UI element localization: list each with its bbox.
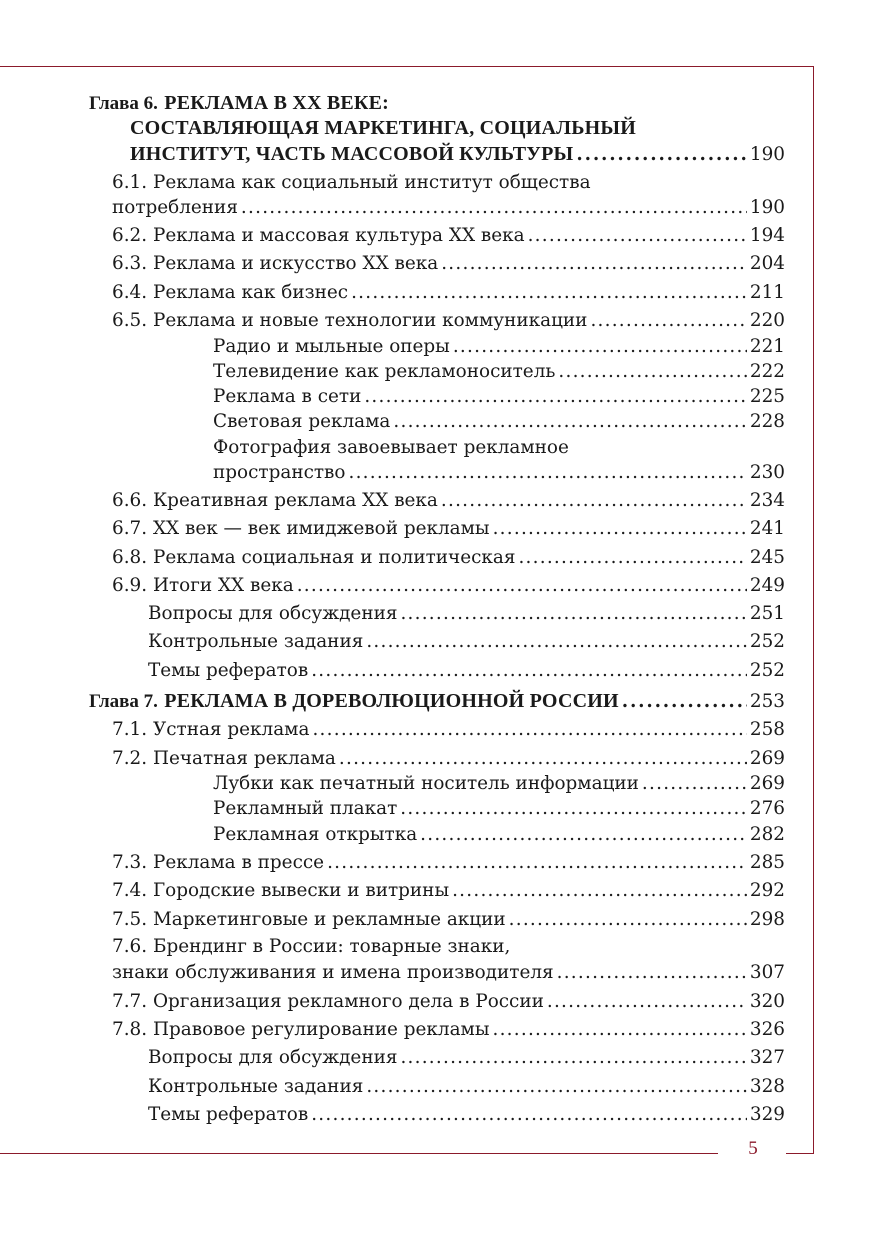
chapter-6-page: 190 [749,144,785,165]
toc-subentry-photo-line2[interactable] [213,460,785,486]
dot-leader [518,545,746,571]
toc-entry-label: Вопросы для обсуждения [148,1047,398,1068]
toc-subentry-poster[interactable] [213,796,785,822]
dot-leader [557,960,747,986]
toc-subentry-photo-line1[interactable] [213,435,785,461]
toc-entry-label: Лубки как печатный носитель информации [213,773,639,794]
dot-leader [393,409,747,435]
toc-entry-label: 6.1. Реклама как социальный институт общества [112,172,591,193]
toc-subentry-light[interactable] [213,409,785,435]
chapter-7-page: 253 [749,691,785,712]
toc-entry-7-6-line1[interactable] [112,934,785,960]
toc-entry-page: 225 [749,386,785,407]
toc-entry-label: 6.8. Реклама социальная и политическая [112,547,516,568]
toc-entry-7-7[interactable] [112,989,785,1015]
toc-entry-page: 269 [749,773,785,794]
dot-leader [366,1074,747,1100]
toc-entry-page: 222 [749,361,785,382]
chapter-7-heading[interactable] [89,688,785,714]
toc-entry-page: 326 [749,1019,785,1040]
toc-entry-page: 276 [749,798,785,819]
toc-entry-7-6-line2[interactable] [112,960,785,986]
dot-leader [400,601,746,627]
toc-entry-7-5[interactable] [112,907,785,933]
dot-leader [528,223,747,249]
toc-entry-6-4[interactable] [112,280,785,306]
toc-entry-label: 7.2. Печатная реклама [112,748,336,769]
toc-entry-page: 292 [749,880,785,901]
toc-entry-label: пространство [213,462,346,483]
toc-entry-label: Контрольные задания [148,631,364,652]
toc-entry-label: Радио и мыльные оперы [213,336,450,357]
chapter-7-title: РЕКЛАМА В ДОРЕВОЛЮЦИОННОЙ РОССИИ [164,690,619,712]
toc-entry-label: 7.7. Организация рекламного дела в России [112,991,544,1012]
chapter-6-title-line1: РЕКЛАМА В XX ВЕКЕ: [164,92,390,114]
toc-entry-label: 7.1. Устная реклама [112,719,310,740]
dot-leader [348,460,746,486]
dot-leader [351,280,747,306]
dot-leader [642,771,747,797]
toc-entry-page: 190 [749,197,785,218]
toc-entry-page: 282 [749,824,785,845]
toc-entry-page: 329 [749,1104,785,1125]
toc-entry-6-3[interactable] [112,251,785,277]
dot-leader [311,1102,747,1128]
toc-entry-label: потребления [112,197,238,218]
toc-entry-label: 6.7. XX век — век имиджевой рекламы [112,518,490,539]
toc-entry-6-5[interactable] [112,308,785,334]
dot-leader [622,689,747,715]
toc-entry-page: 251 [749,603,785,624]
chapter-7-prefix: Глава 7. [89,691,158,712]
chapter-6-heading-line3[interactable] [130,141,785,167]
page-number: 5 [748,1138,758,1159]
toc-entry-6-6[interactable] [112,488,785,514]
toc-entry-7-3[interactable] [112,850,785,876]
dot-leader [509,907,747,933]
toc-entry-7-8[interactable] [112,1017,785,1043]
toc-entry-page: 221 [749,336,785,357]
toc-entry-label: Световая реклама [213,411,391,432]
toc-entry-6-8[interactable] [112,545,785,571]
dot-leader [493,516,747,542]
dot-leader [547,989,747,1015]
toc-subentry-tv[interactable] [213,359,785,385]
toc-entry-page: 241 [749,518,785,539]
toc-entry-page: 249 [749,575,785,596]
dot-leader [339,746,747,772]
dot-leader [297,573,747,599]
toc-entry-page: 194 [749,225,785,246]
dot-leader [452,878,747,904]
toc-entry-label: Темы рефератов [148,1104,309,1125]
toc-entry-label: знаки обслуживания и имена производителя [112,962,554,983]
toc-entry-label: 6.9. Итоги XX века [112,575,294,596]
toc-entry-tasks-7[interactable] [148,1074,785,1100]
toc-entry-page: 298 [749,909,785,930]
toc-entry-page: 327 [749,1047,785,1068]
toc-entry-7-2[interactable] [112,746,785,772]
toc-entry-label: Контрольные задания [148,1076,364,1097]
toc-entry-page: 285 [749,852,785,873]
dot-leader [576,142,746,168]
toc-entry-label: 7.3. Реклама в прессе [112,852,325,873]
toc-entry-6-7[interactable] [112,516,785,542]
toc-entry-page: 245 [749,547,785,568]
toc-subentry-lubki[interactable] [213,771,785,797]
toc-entry-page: 252 [749,660,785,681]
dot-leader [590,308,746,334]
chapter-6-prefix: Глава 6. [89,93,158,114]
toc-entry-7-4[interactable] [112,878,785,904]
toc-entry-tasks-6[interactable] [148,629,785,655]
chapter-6-heading-line2[interactable] [130,115,785,141]
toc-subentry-postcard[interactable] [213,822,785,848]
toc-entry-page: 234 [749,490,785,511]
toc-entry-label: Реклама в сети [213,386,362,407]
toc-entry-6-9[interactable] [112,573,785,599]
dot-leader [241,195,747,221]
chapter-6-title-line3: ИНСТИТУТ, ЧАСТЬ МАССОВОЙ КУЛЬТУРЫ [130,143,574,165]
toc-entry-label: Темы рефератов [148,660,309,681]
toc-entry-label: 7.8. Правовое регулирование рекламы [112,1019,490,1040]
toc-entry-label: Вопросы для обсуждения [148,603,398,624]
dot-leader [364,384,747,410]
toc-entry-label: 6.4. Реклама как бизнес [112,282,349,303]
dot-leader [400,1045,746,1071]
toc-entry-6-1-line2[interactable] [112,195,785,221]
toc-entry-page: 307 [749,962,785,983]
toc-entry-label: Рекламный плакат [213,798,398,819]
toc-entry-label: 7.5. Маркетинговые и рекламные акции [112,909,506,930]
toc-entry-page: 320 [749,991,785,1012]
chapter-6-heading-line1[interactable] [89,90,785,116]
toc-entry-7-1[interactable] [112,717,785,743]
toc-entry-label: Фотография завоевывает рекламное [213,437,569,458]
toc-entry-essays-7[interactable] [148,1102,785,1128]
toc-subentry-radio[interactable] [213,334,785,360]
toc-subentry-web[interactable] [213,384,785,410]
toc-entry-questions-6[interactable] [148,601,785,627]
toc-entry-page: 230 [749,462,785,483]
dot-leader [453,334,747,360]
toc-entry-page: 269 [749,748,785,769]
toc-entry-label: 6.5. Реклама и новые технологии коммуникации [112,310,588,331]
dot-leader [312,717,746,743]
toc-entry-label: 6.3. Реклама и искусство XX века [112,253,439,274]
chapter-6-title-line2: СОСТАВЛЯЮЩАЯ МАРКЕТИНГА, СОЦИАЛЬНЫЙ [130,117,637,139]
dot-leader [400,796,747,822]
dot-leader [311,658,747,684]
toc-entry-label: 6.2. Реклама и массовая культура XX века [112,225,525,246]
dot-leader [420,822,747,848]
toc-entry-6-1-line1[interactable] [112,170,785,196]
toc-entry-essays-6[interactable] [148,658,785,684]
toc-entry-label: 7.4. Городские вывески и витрины [112,880,450,901]
toc-entry-page: 204 [749,253,785,274]
dot-leader [493,1017,747,1043]
dot-leader [441,251,747,277]
dot-leader [558,359,746,385]
toc-entry-page: 328 [749,1076,785,1097]
toc-entry-page: 258 [749,719,785,740]
toc-entry-label: Телевидение как рекламоноситель [213,361,556,382]
toc-entry-label: 6.6. Креативная реклама XX века [112,490,438,511]
dot-leader [441,488,747,514]
toc-entry-page: 220 [749,310,785,331]
toc-entry-page: 211 [749,282,785,303]
dot-leader [327,850,747,876]
toc-entry-page: 252 [749,631,785,652]
dot-leader [366,629,747,655]
toc-entry-label: 7.6. Брендинг в России: товарные знаки, [112,936,511,957]
toc-entry-6-2[interactable] [112,223,785,249]
toc-entry-page: 228 [749,411,785,432]
toc-entry-questions-7[interactable] [148,1045,785,1071]
toc-entry-label: Рекламная открытка [213,824,418,845]
